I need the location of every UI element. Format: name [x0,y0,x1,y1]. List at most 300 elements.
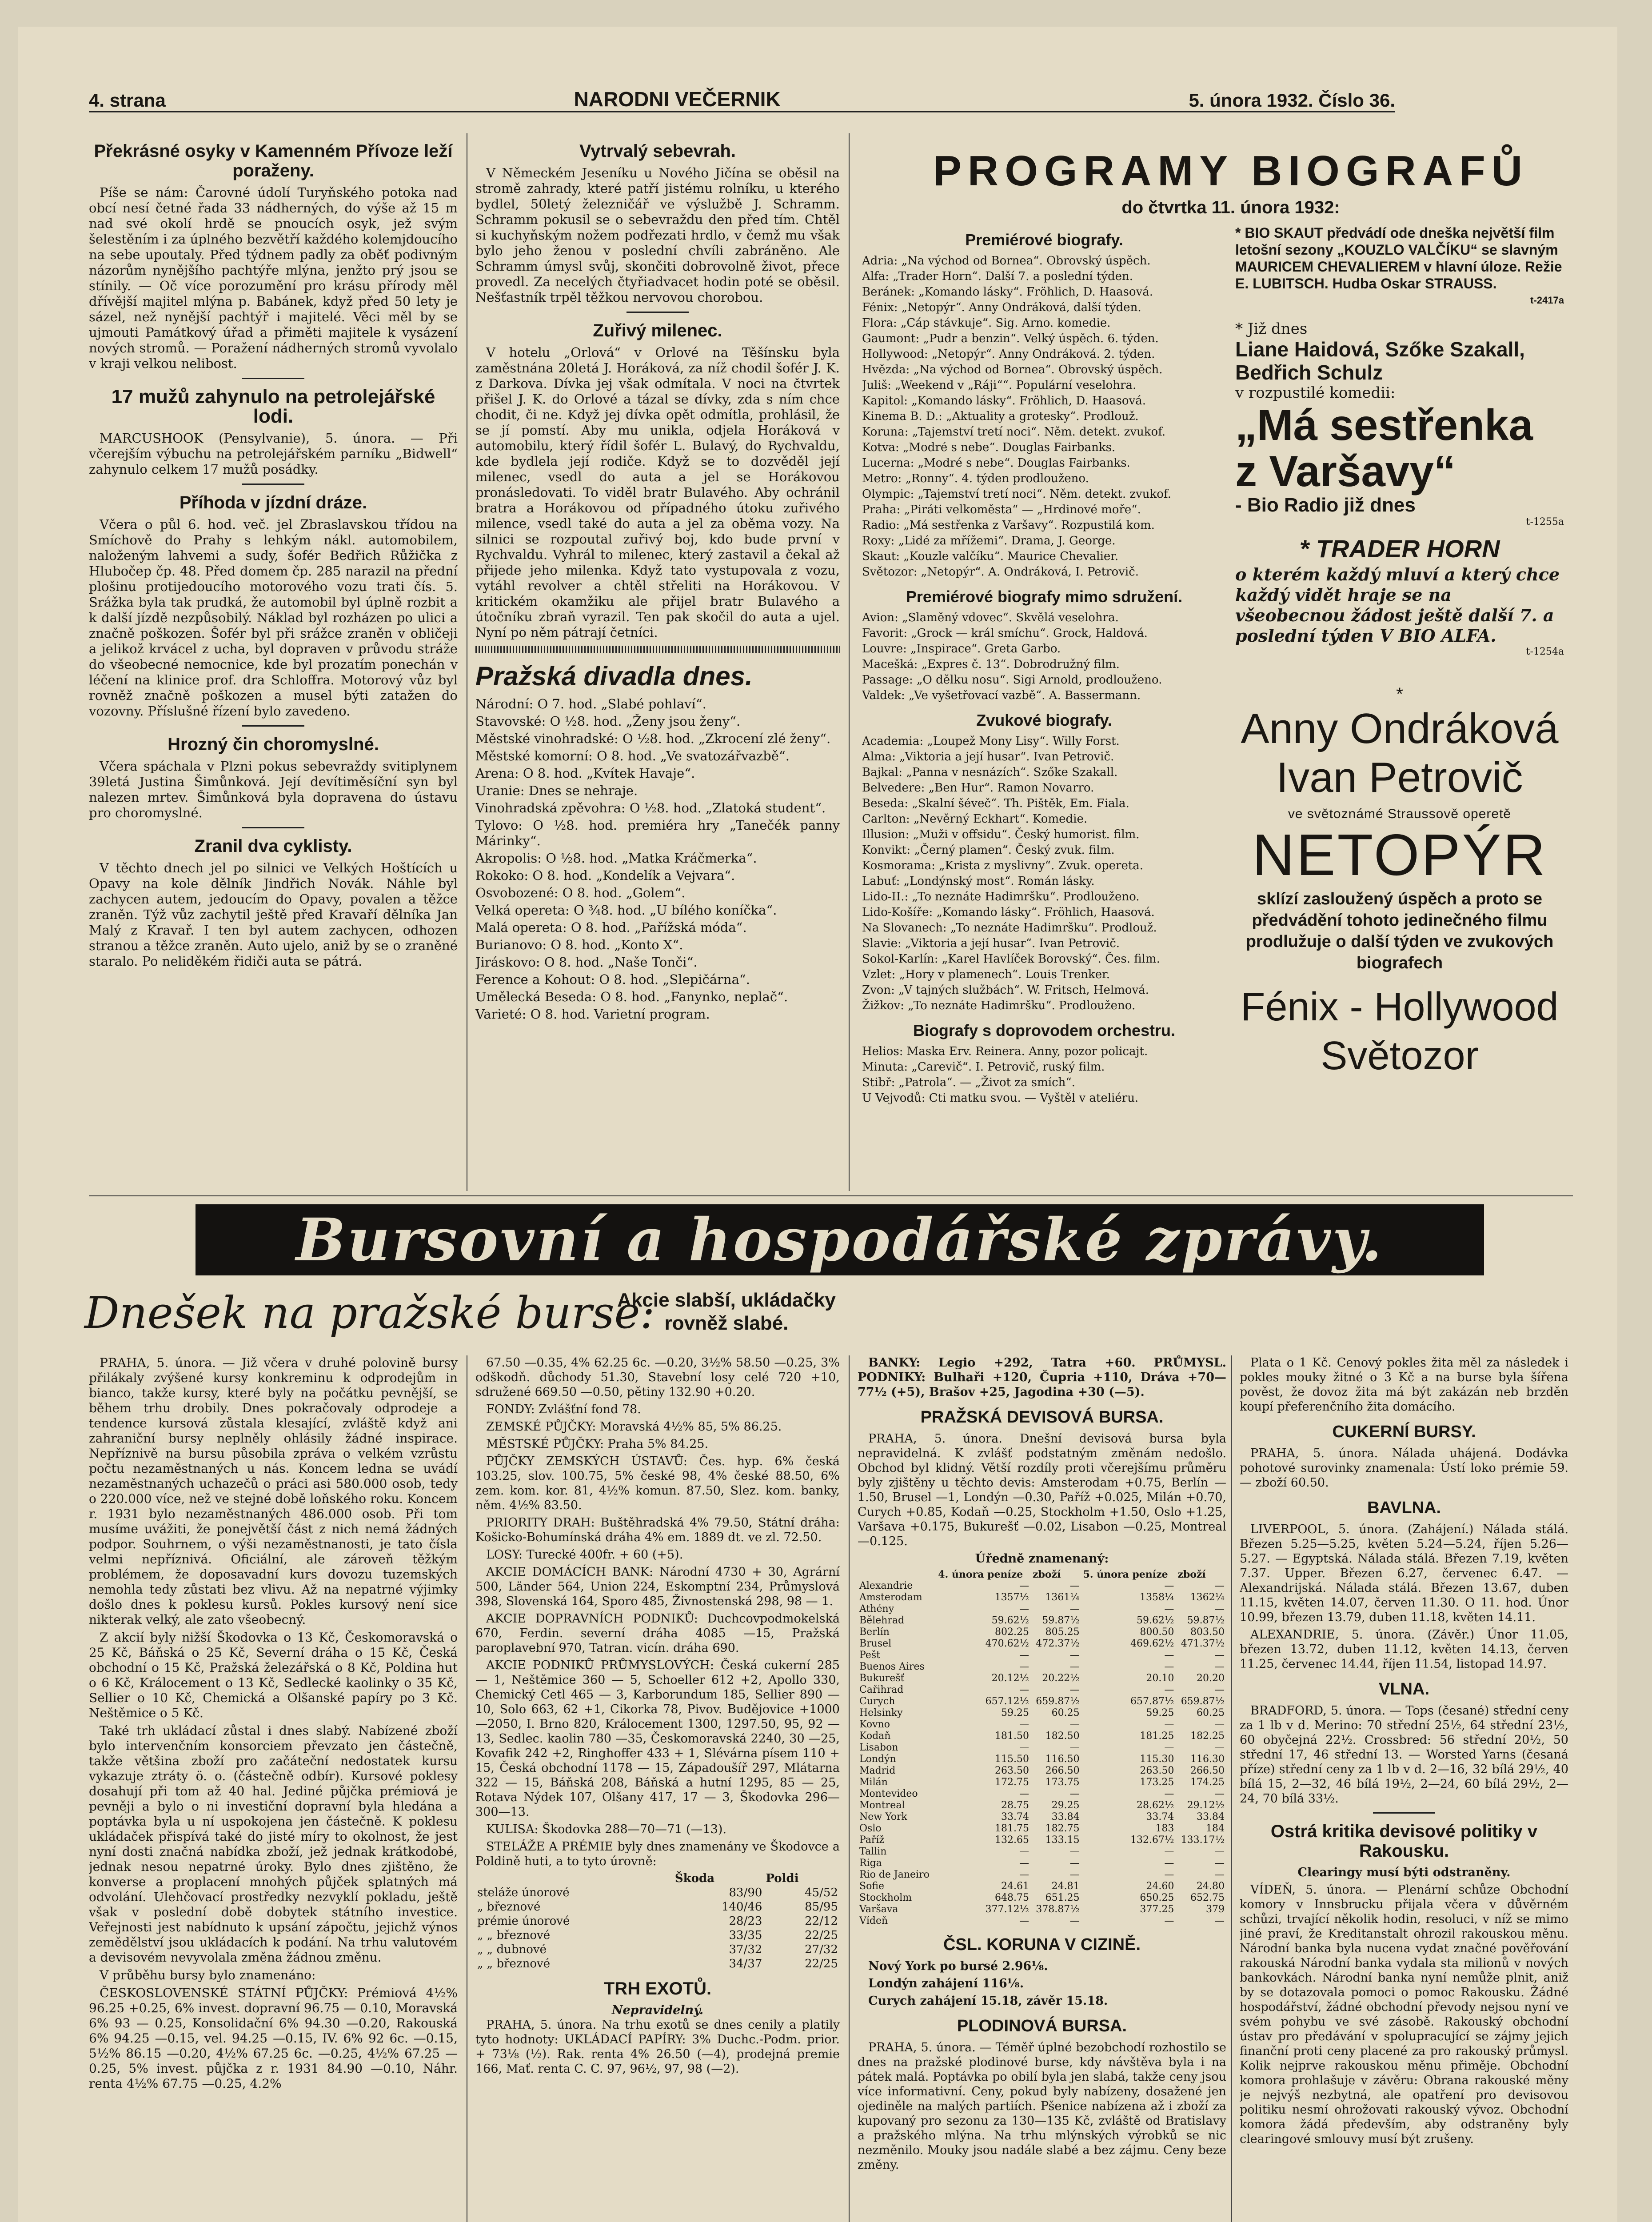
list-item: Lido-II.: „To neznáte Hadimršku“. Prodlouženo. [862,890,1140,903]
table-row [858,1892,1226,1904]
table-cell: 1361¼ [1045,1592,1080,1603]
table-cell: 27/32 [805,1943,838,1956]
table-cell: 20.12½ [991,1673,1029,1684]
column-rule [849,133,850,1191]
table-cell: 800.50 [1140,1627,1174,1638]
list-item: Burianovo: O 8. hod. „Konto X“. [475,937,683,952]
list-item: Hvězda: „Na východ od Bornea“. Obrovský úspěch. [862,363,1163,376]
market-text: MĚSTSKÉ PŮJČKY: Praha 5% 84.25. [486,1437,709,1451]
table-cell: 59.62½ [991,1615,1029,1626]
burse-column-3 [858,1355,1226,2222]
ad-bio-skaut [1235,224,1564,313]
list-item: Městské vinohradské: O ½8. hod. „Zkrocení zlé ženy“. [475,731,831,746]
section-title: PLODINOVÁ BURSA. [957,2017,1127,2035]
table-cell: 182.75 [1045,1823,1080,1834]
table-cell: — [1019,1650,1029,1661]
table-cell: — [1069,1869,1080,1880]
table-cell: Paříž [859,1834,885,1846]
table-cell: — [1164,1742,1174,1753]
table-cell: — [1019,1661,1029,1672]
burse-column-4 [1240,1355,1568,2222]
article-body: V Německém Jeseníku u Nového Jičína se oběsil na stromě zahrady, které patří jistému rolníku, u kterého bydlel, 50letý železničář ve výslužbě J. Schramm. Schramm pokusil se o sebevraždu den před tím. Chtěl si kuchyňským nožem podřezati hrdlo, v čemž mu však bylo jeho ženou v poslední chvíli zabráněno. Ale Schramm úmysl svůj, skončiti dobrovolně život, přece provedl. Za necelých čtyřiadvacet hodin poté se oběsil. Nešťastník trpěl těžkou nervovou chorobou. [475,165,840,305]
article-title: Překrásné osyky v Kamenném Přívoze leží poraženy. [94,141,453,180]
table-cell: 133.17½ [1181,1834,1225,1846]
ad-pre: * Již dnes [1235,320,1308,338]
table-cell: 173.75 [1045,1777,1080,1788]
table-cell: 472.37½ [1036,1638,1080,1649]
table-row [858,1858,1226,1869]
table-cell: 60.25 [1051,1707,1080,1718]
table-cell: 115.30 [1140,1754,1174,1765]
table-cell: — [1069,1661,1080,1672]
table-row [858,1638,1226,1650]
article-body: ALEXANDRIE, 5. února. (Závěr.) Únor 11.05, březen 13.72, duben 11.12, květen 14.13, červen 11.25, červenec 14.44, říjen 11.54, listopad 14.97. [1240,1628,1568,1671]
list-item: Macešká: „Expres č. 13“. Dobrodružný film. [862,658,1120,671]
table-cell: — [1164,1684,1174,1695]
table-cell: — [1215,1742,1225,1753]
table-cell: 182.50 [1045,1730,1080,1742]
table-cell: — [1069,1580,1080,1591]
table-header: zboží [1032,1569,1061,1580]
market-text: KULISA: Škodovka 288—70—71 (—13). [486,1822,727,1836]
table-cell: 651.25 [1045,1892,1080,1903]
table-cell: 20.10 [1146,1673,1174,1684]
list-item: Kinema B. D.: „Aktuality a grotesky“. Prodlouž. [862,410,1139,423]
table-cell: „ březnové [477,1900,541,1914]
table-cell: 650.25 [1140,1892,1174,1903]
table-cell: New York [859,1811,907,1822]
table-cell: 20.20 [1197,1673,1225,1684]
table-cell: 83/90 [729,1886,762,1899]
table-cell: 24.80 [1197,1881,1225,1892]
ad-star: * [1396,684,1403,704]
burse-column-1 [89,1355,458,2222]
table-cell: 29.25 [1051,1800,1080,1811]
table-cell: — [1164,1603,1174,1615]
table-cell: Athény [859,1603,894,1615]
list-item: Arena: O 8. hod. „Kvítek Havaje“. [475,766,695,781]
article-body: Také trh ukládací zůstal i dnes slabý. Nabízené zboží bylo intervenčním konsorciem převzato jen částečně, takže většina zboží pro začáteční nedostatek kursu vykazuje ztráty ö. o. (částečně odbír). Kursové poklesy dosahují při tom až 40 hal. Jediné půjčka prémiová je pevněji a bylo o ni investiční dopravní byla hledána a poptávka byla u ní uspokojena jen částečně. K poklesu ukládaček přispívá také do jisté míry to okolnost, že jest nyní dosti značná nabídka zboží, jež jednak krátkodobé, jednak nesou nepatrné úroky. Bylo dnes zjištěno, že konverse a proplacení mnohých půjček splatných má odvolání. Ulehčovací prostředky nezvyklí pokladu, ještě však v poslední době dobytek státního investice. Veřejnosti jest nabídnuto k upsání zápočtu, jejichž výnos zemědělství jsou ukládacích k podání. Na trhu valutovém a devisovém nevyvolala změna žádnou změnu. [89,1723,458,1965]
section-rule [89,1195,1573,1196]
table-cell: — [1019,1788,1029,1799]
section-title: Zvukové biografy. [976,711,1112,729]
table-cell: 377.25 [1140,1904,1174,1915]
ad-role: v rozpustilé komedii: [1235,384,1396,402]
cinema-programs-title: PROGRAMY BIOGRAFŮ [933,147,1529,195]
table-cell: 34/37 [729,1957,762,1970]
table-row [858,1869,1226,1881]
table-cell: 802.25 [995,1627,1029,1638]
list-item: Varieté: O 8. hod. Varietní program. [475,1007,710,1022]
table-cell: — [1164,1788,1174,1799]
list-item: Skaut: „Kouzle valčíku“. Maurice Chevalier. [862,550,1119,563]
ad-text: * BIO SKAUT předvádí ode dneška největší film letošní sezony „KOUZLO VALČÍKU“ se slavným MAURICEM CHEVALIEREM v hlavní úloze. Režie E. LUBITSCH. Hudba Oskar STRAUSS. [1235,225,1562,292]
ad-code: t-1255a [1526,516,1564,528]
ad-code: t-1254a [1526,646,1564,657]
table-cell: Berlín [859,1627,890,1638]
table-cell: Riga [859,1858,882,1869]
table-cell: — [1215,1846,1225,1857]
table-cell: 28/23 [729,1914,762,1928]
table-cell: 182.25 [1190,1730,1225,1742]
table-cell: „ „ březnové [477,1929,551,1942]
table-cell: 172.75 [995,1777,1029,1788]
table-cell: Kovno [859,1719,890,1730]
table-row [858,1673,1226,1684]
divider [626,312,689,313]
column-1 [89,133,458,1191]
list-item: Ference a Kohout: O 8. hod. „Slepičárna“. [475,972,750,987]
article-body: Včera o půl 6. hod. več. jel Zbraslavskou třídou na Smíchově do Prahy s lehkým nákl. automobilem, naloženým lahvemi a sudy, šofér Bedřich Růžička z Hlubočep čp. 48. Před domem čp. 285 narazil na přední plošinu protijedoucího motorového vozu trati čís. 5. Srážka byla tak prudká, že automobil byl úplně rozbit a k další jízdě nezpůsobilý. Náklad byl rozházen po ulici a značně poškozen. Šofér byl při srážce zraněn v obličeji a jelikož krvácel z ucha, byl dopraven v průvodu stráže do všeobecné nemocnice, kde byl prozatím ponechán v léčení na klinice prof. dra Schloffra. Motorový vůz byl rovněž značně poškozen a musel býti zatažen do vozovny. Příslušné řízení bylo zavedeno. [89,517,458,719]
table-cell: Vídeň [859,1915,888,1926]
table-cell: 33.84 [1051,1811,1080,1822]
list-item: Rokoko: O 8. hod. „Kondelík a Vejvara“. [475,868,735,883]
ad-ma-sestrenka [1235,320,1564,529]
table-cell: — [1215,1580,1225,1591]
table-cell: Londýn [859,1754,896,1765]
koruna-list [858,1959,1226,2008]
table-cell: Stockholm [859,1892,912,1903]
table-cell: 132.65 [995,1834,1029,1846]
table-cell: 59.87½ [1187,1615,1225,1626]
section-title: BAVLNA. [1367,1499,1441,1517]
table-cell: 471.37½ [1181,1638,1225,1649]
table-row [858,1800,1226,1811]
devise-table [858,1569,1226,1927]
divider [242,725,304,727]
list-item: Stavovské: O ½8. hod. „Ženy jsou ženy“. [475,714,741,729]
table-cell: 140/46 [721,1900,762,1914]
list-item: Malá opereta: O 8. hod. „Pařížská móda“. [475,920,747,935]
masthead: NARODNI VEČERNIK [574,88,781,111]
table-cell: „ „ březnové [477,1957,551,1970]
table-cell: 266.50 [1045,1765,1080,1776]
article-body: Včera spáchala v Plzni pokus sebevraždy svitiplynem 39letá Justina Šimůnková. Její devítiměsíční syn byl nalezen mrtev. Šimůnková byla dopravena do ústavu pro choromyslné. [89,759,458,820]
table-cell: Cařihrad [859,1684,904,1695]
table-row [858,1730,1226,1742]
burse-column-2 [475,1355,840,2222]
table-cell: 59.25 [1001,1707,1029,1718]
cinema-list [862,254,1226,579]
list-item: Velká opereta: O ¾8. hod. „U bílého koníčka“. [475,903,777,918]
list-item: Belvedere: „Ben Hur“. Ramon Novarro. [862,781,1094,795]
table-cell: Buenos Aires [859,1661,925,1672]
page-number: 4. strana [89,90,166,111]
ad-where: - Bio Radio již dnes [1235,494,1416,516]
ad-film-title: NETOPÝR [1252,822,1547,887]
section-title: VLNA. [1379,1680,1429,1698]
article-body: Plata o 1 Kč. Cenový pokles žita měl za následek i pokles mouky žitné o 3 Kč a na burse byla šířena pověst, že dovoz žita má být zakázán neb brzděn koupí přeferenčního žita domácího. [1240,1356,1568,1414]
section-title: Biografy s doprovodem orchestru. [913,1021,1176,1039]
table-cell: Brusel [859,1638,892,1649]
table-cell: — [1069,1742,1080,1753]
list-item: Vzlet: „Hory v plamenech“. Louis Trenker. [862,968,1110,981]
list-item: Alma: „Viktoria a její husar“. Ivan Petrovič. [862,750,1114,763]
table-cell: 181.50 [995,1730,1029,1742]
table-row [475,1957,840,1971]
table-cell: 181.25 [1140,1730,1174,1742]
table-cell: 33.84 [1197,1811,1225,1822]
table-cell: 59.25 [1146,1707,1174,1718]
divider [242,484,304,485]
table-cell: 1358¼ [1140,1592,1174,1603]
table-cell: — [1019,1684,1029,1695]
list-item: Zvon: „V tajných službách“. W. Fritsch, Helmová. [862,983,1149,997]
list-item: Světozor: „Netopýr“. A. Ondráková, I. Petrovič. [862,565,1139,579]
table-cell: 805.25 [1045,1627,1080,1638]
list-item: Alfa: „Trader Horn“. Další 7. a poslední týden. [862,270,1133,283]
table-cell: 116.50 [1045,1754,1080,1765]
table-cell: Alexandrie [859,1580,913,1591]
table-row [858,1765,1226,1777]
table-cell: Oslo [859,1823,882,1834]
section-title: PRAŽSKÁ DEVISOVÁ BURSA. [920,1408,1164,1427]
column-rule [849,1355,850,2222]
list-item: U Vejvodů: Cti matku svou. — Vyštěl v ateliéru. [862,1091,1139,1105]
list-item: Jiráskovo: O 8. hod. „Naše Tonči“. [475,955,698,970]
list-item: Uranie: Dnes se nehraje. [475,783,638,798]
divider [1373,1812,1435,1814]
table-cell: 28.75 [1001,1800,1029,1811]
list-item: Passage: „O dělku nosu“. Sigi Arnold, prodlouženo. [862,673,1162,687]
issue-date: 5. února 1932. Číslo 36. [1189,90,1395,111]
table-cell: 174.25 [1190,1777,1225,1788]
list-item: Nový York po bursé 2.96⅛. [868,1959,1048,1973]
ad-film-title: „Má sestřenka z Varšavy“ [1235,400,1533,496]
table-cell: 60.25 [1197,1707,1225,1718]
market-text: AKCIE DOMÁCÍCH BANK: Národní 4730 + 30, Agrární 500, Länder 564, Union 224, Eskomptní 234, Průmyslová 398, Slovenská 164, Sporo 485, Živnostenská 298, 98 — 1. [475,1565,840,1608]
article-body: V průběhu bursy bylo znamenáno: [100,1968,316,1982]
table-cell: Amsterodam [859,1592,922,1603]
table-row [858,1627,1226,1638]
table-cell: 132.67½ [1130,1834,1174,1846]
list-item: Curych zahájení 15.18, závěr 15.18. [868,1994,1108,2008]
table-cell: 379 [1206,1904,1225,1915]
table-cell: — [1069,1603,1080,1615]
table-cell: 648.75 [995,1892,1029,1903]
market-text: PRAHA, 5. února. Na trhu exotů se dnes cenily a platily tyto hodnoty: UKLÁDACÍ PAPÍRY: 3% Duchc.-Podm. prior. + 73⅛ (½). Rak. renta 4% 26.50 (—4), prodejná premie 166, Mať. renta C. C. 97, 96½, 97, 98 (—2). [475,2018,840,2076]
table-cell: 803.50 [1190,1627,1225,1638]
section-title: Premiérové biografy. [965,231,1123,249]
list-item: Vinohradská zpěvohra: O ½8. hod. „Zlatoká student“. [475,800,826,815]
table-cell: — [1164,1719,1174,1730]
article-title: Příhoda v jízdní dráze. [179,493,367,512]
ad-names: Liane Haidová, Szőke Szakall, Bedřich Schulz [1235,338,1525,384]
economic-news-banner: Bursovní a hospodářské zprávy. [196,1204,1484,1275]
list-item: Helios: Maska Erv. Reinera. Anny, pozor policajt. [862,1045,1148,1058]
table-header: Škoda [674,1872,715,1885]
article-title: Zuřivý milenec. [593,321,722,340]
list-item: Praha: „Piráti velkoměsta“ — „Hrdinové moře“. [862,503,1141,516]
market-text: PŮJČKY ZEMSKÝCH ÚSTAVŮ: Čes. hyp. 6% česká 103.25, slov. 100.75, 5% české 98, 4% české 88.50, 6% zem. kom. kor. 81, 4½% komun. 87.50, Slez. kom. banky, něm. 4½% 83.50. [475,1455,840,1512]
list-item: Národní: O 7. hod. „Slabé pohlaví“. [475,696,706,711]
table-cell: 33/35 [729,1929,762,1942]
article-body: Z akcií byly nižší Škodovka o 13 Kč, Českomoravská o 25 Kč, Báňská o 25 Kč, Severní dráha o 15 Kč, Česká obchodní o 15 Kč, Pražská železářská o 8 Kč, Poldina hut o 6 Kč, Králocement o 13 Kč, Sedlecké kaolinky o 35 Kč, Sellier o 10 Kč, Chemická a Olšanské papíry po 3 Kč. Neštěmice o 5 Kč. [89,1630,458,1720]
table-cell: — [1069,1684,1080,1695]
table-cell: — [1069,1846,1080,1857]
table-cell: 183 [1155,1823,1174,1834]
article-body: V hotelu „Orlová“ v Orlové na Těšínsku byla zaměstnána 20letá J. Horáková, za níž chodil šofér J. K. z Darkova. Dívka jej však odmítala. V noci na čtvrtek přišel J. K. do Orlové a tázal se dívky, zda s ním chce chodit, či ne. Když jej dívka opět odmítla, prohlásil, že se jí pomstí. Aby mu unikla, odjela Horáková v automobilu, který řídil šofér L. Bulavý, do Rychvaldu, kde bydlela její rodiče. Když se to dozvěděl její milenec, vsedl do auta a jel se Horákovou pronásledovati. To viděl bratr Bulavého. Aby ochránil bratra a Horákovou od případného útoku zuřivého milence, vsedl také do auta a jel za oběma vozy. Na silnici se rozpoutal zuřivý boj, kdo bude první v Rychvaldu. Vyhrál to milenec, který zastavil a čekal až přijede jeho milenka. Když tato vystupovala z vozu, vytáhl revolver a chtěl střeliti na Horákovou. V kritickém okamžiku ale přijel bratr Bulavého a útočníku zbraň vyrazil. Ten pak skočil do auta a ujel. Nyní po něm pátrají četníci. [475,345,840,640]
burse-title: Dnešek na pražské burse: [84,1288,655,1339]
article-body: PRAHA, 5. února. — Již včera v druhé polovině bursy přilákaly zvýšené kursy konkreminu k odprodejům in bianco, takže kursy, které byly na počátku pevnější, se během trhu drobily. Dnes pokračovaly odprodeje a tendence kursová zůstala klesající, zvláště když ani zahraniční bursy neplněly ohlásily žádné inspirace. Nepříznivě na bursu působila zpráva o velkém vzrůstu počtu nezaměstnaných u nás. Koncem ledna se uvádí nezaměstnaných uchazečů o práci asi 580.000 osob, tedy o 220.000 více, než ve stejné době loňského roku. Koncem r. 1931 bylo nezaměstnaných 486.000 osob. Při tom musíme uvážiti, že ponejvětší část z nich nemá žádných podpor. Souhrnem, o výši nezaměstnanosti, je tato čísla velmi nepříznivá. Oficiální, ale zároveň těžkým problémem, že doposavadní kurs dovozu tuzemských nemohla tedy zůstati bez vlivu. Až na nepatrné výjimky došlo dnes k poklesu kursů. Pokles kursový není sice nikterak velký, ale zato všeobecný. [89,1355,458,1627]
table-row [858,1592,1226,1603]
market-text: 67.50 —0.35, 4% 62.25 6c. —0.20, 3½% 58.50 —0.25, 3% odškodň. důchody 51.30, Stavební losy celé 720 +10, sdružené 669.50 —0.50, pětiny 132.90 +0.20. [475,1356,840,1399]
table-cell: 24.61 [1001,1881,1029,1892]
ad-netopyr [1235,684,1564,1191]
list-item: Konvikt: „Černý plamen“. Český zvuk. film. [862,843,1115,857]
market-text: BANKY: Legio +292, Tatra +60. PRŮMYSL. PODNIKY: Bulhaři +120, Čupria +110, Dráva +70—77½ (+5), Brašov +25, Jagodina +30 (—5). [858,1356,1226,1399]
table-row [858,1661,1226,1673]
table-cell: — [1069,1650,1080,1661]
list-item: Favorit: „Grock — král smíchu“. Grock, Haldová. [862,627,1148,640]
table-cell: — [1019,1915,1029,1926]
table-cell: Sofie [859,1881,885,1892]
table-cell: 28.62½ [1137,1800,1174,1811]
ad-text: o kterém každý mluví a který chce každý vidět hraje se na všeobecnou žádost ještě další 7. a poslední týden V BIO ALFA. [1235,564,1560,646]
list-item: Avion: „Slaměný vdovec“. Skvělá veselohra. [862,611,1119,624]
list-item: Osvobozené: O 8. hod. „Golem“. [475,885,686,900]
section-title: TRH EXOTŮ. [603,1979,712,1998]
table-row [858,1603,1226,1615]
table-row [858,1615,1226,1627]
table-row [858,1904,1226,1915]
table-cell: — [1069,1719,1080,1730]
divider [242,827,304,828]
market-text: FONDY: Zvlášťní fond 78. [486,1403,641,1416]
table-cell: — [1215,1788,1225,1799]
table-cell: Helsinky [859,1707,903,1718]
ad-text: sklízí zasloužený úspěch a proto se předvádění tohoto jedinečného filmu prodlužuje o další týden ve zvukových biografech [1245,890,1554,972]
table-row [858,1915,1226,1927]
table-cell: „ „ dubnové [477,1943,547,1956]
table-cell: Kodaň [859,1730,891,1742]
list-item: Bajkal: „Panna v nesnázích“. Szőke Szakall. [862,766,1118,779]
list-item: Lido-Košíře: „Komando lásky“. Fröhlich, Haasová. [862,906,1155,919]
list-item: Gaumont: „Pudr a benzin“. Velký úspěch. 6. týden. [862,332,1159,345]
ad-film-title: * TRADER HORN [1299,535,1500,563]
table-row [858,1834,1226,1846]
table-cell: — [1215,1915,1225,1926]
table-cell: 652.75 [1190,1892,1225,1903]
table-cell: — [1069,1915,1080,1926]
list-item: Illusion: „Muži v offsidu“. Český humorist. film. [862,828,1140,841]
table-header: zboží [1177,1569,1206,1580]
table-cell: — [1019,1603,1029,1615]
column-2 [475,133,840,1191]
section-subtitle: Úředně znamenaný: [975,1552,1109,1566]
table-cell: — [1019,1580,1029,1591]
ad-code: t-2417a [1530,295,1564,306]
table-cell: 173.25 [1140,1777,1174,1788]
list-item: Valdek: „Ve vyšetřovací vazbě“. A. Bassermann. [862,689,1141,702]
table-cell: — [1019,1846,1029,1857]
theatre-list [475,696,840,1022]
list-item: Minuta: „Carevič“. I. Petrovič, ruský film. [862,1060,1105,1074]
table-cell: 24.60 [1146,1881,1174,1892]
list-item: Adria: „Na východ od Bornea“. Obrovský úspěch. [862,254,1151,268]
table-cell: 263.50 [1140,1765,1174,1776]
article-title: 17 mužů zahynulo na petrolejářské lodi. [111,386,435,427]
table-cell: Tallin [859,1846,887,1857]
burse-subtitle: Akcie slabší, ukládačky rovněž slabé. [617,1289,836,1334]
cinema-list [862,1045,1226,1105]
table-cell: 59.87½ [1042,1615,1080,1626]
article-body: V těchto dnech jel po silnici ve Velkých Hoštících u Opavy na kole dělník Jindřich Novák. Náhle byl zachycen autem, jedoucím do Opavy, povalen a těžce zraněn. Týž vůz zachytil ještě před Kravaří dělníka Jan Malý z Kravař. I ten byl autem zachycen, odhozen stranou a těžce zraněn. Auto ujelo, aniž by se o zraněné staralo. Po neliděkém řidiči auta se pátrá. [89,860,458,969]
table-cell: 116.30 [1190,1754,1225,1765]
column-3 [862,222,1226,1191]
list-item: Juliš: „Weekend v „Ráji““. Populární veselohra. [862,379,1137,392]
table-cell: 22/25 [805,1957,838,1970]
article-body: Píše se nám: Čarovné údolí Turyňského potoka nad obcí nesí četné řada 33 nádherných, do výše až 15 m nad své okolí hrdě se pnoucích osyk, jež svým šelestěním i za úplného bezvětří každého kolemjdoucího na sebe upoutaly. Před týdnem padly za oběť podivným názorům nynějšího pachtýře mlýna, jenžto prý jsou se stínily. — Oč více porozumění pro krásu přírody měl dřívější majitel mlýna p. Babánek, když před 50 lety je sázel, než nynější pachtýř i majitelé. Věci měl by se ujmouti Památkový úřad a přiměti majitele k vysázení nových stromů. — Poražení nádherných stromů vyvolalo v kraji velkou nelibost. [89,185,458,371]
list-item: Kosmorama: „Krista z myslivny“. Zvuk. opereta. [862,859,1144,872]
article-body: MARCUSHOOK (Pensylvanie), 5. února. — Při včerejším výbuchu na petrolejářském parníku „Bidwell“ zahynulo celkem 17 mužů posádky. [89,431,458,477]
ad-text: ve světoznámé Straussově operetě [1288,807,1512,821]
table-cell: — [1164,1915,1174,1926]
table-row [858,1684,1226,1696]
list-item: Louvre: „Inspirace“. Greta Garbo. [862,642,1061,655]
market-text: AKCIE PODNIKŮ PRŮMYSLOVÝCH: Česká cukerní 285 — 1, Neštěmice 360 — 5, Schoeller 612 +2, Apollo 330, Chemický Cetl 465 — 3, Karborundum 185, Sellier 890 — 10, Solo 663, 62 +1, Cikorka 78, Pivov. Budějovice +1000—2050, I. Brno 820, Králocement 1300, 1297.50, 95, 92 —13, Sedlec. kaolin 780 —35, Českomoravská 2240, 30 —25, Kovafik 242 +2, Ringhoffer 433 + 1, Slévárna písem 110 + 15, Česká obchodní 1178 — 15, Západoušíř 297, Mlátarna 322 — 15, Báňská 208, Báňská a hutní 1295, 85 — 25, Rotava Nýdek 107, Olšany 417, 17 — 3, Škodovka 296—300—13. [475,1659,840,1819]
table-cell: 22/12 [805,1914,838,1928]
market-text: AKCIE DOPRAVNÍCH PODNIKŮ: Duchcovpodmokelská 670, Ferdin. severní dráha 4085 —15, Pražská paroplavební 970, Tatran. vicín. dráha 690. [475,1612,840,1655]
table-header [475,1871,673,1886]
table-row [858,1719,1226,1730]
article-body: VÍDEŇ, 5. února. — Plenární schůze Obchodní komory v Innsbrucku přijala včera v důvěrném schůzi, trvající několik hodin, resoluci, v níž se mimo jiné praví, že Kreditanstalt ohrozil rakouskou měnu. Národní banka byla nucena vydat značné pověřování rakouská Národní banka vydala sta milionů v nových bankovkách. Národní banka nyní nemůže plnit, aniž by se dotazovala pomoci o pomoc Rakousku. Žádné hospodářství, žádné obchodní převody nejsou nyní ve svém pohybu ve své zásobě. Rakouský obchodní ústav pro předávání v spolupracující se zájmy jejich finanční proti ceny placené za pro rakouský průmysl. Kolik nejprve rakouskou měnu přiměje. Obchodní komora prohlašuje v závěru: Obrana rakouské měny je nejvýš nezbytná, ale opatření pro devisovou politiku nesmí ohrožovati rakouský vývoz. Obchodní komora žádá především, aby odstraněny byly clearingové smlouvy musí být zrušeny. [1240,1883,1568,2146]
table-cell: 24.81 [1051,1881,1080,1892]
table-cell: 133.15 [1045,1834,1080,1846]
table-cell: 45/52 [805,1886,838,1899]
section-subtitle: Nepravidelný. [611,2003,704,2017]
table-cell: Madrid [859,1765,896,1776]
list-item: Sokol-Karlín: „Karel Havlíček Borovský“. Čes. film. [862,952,1160,966]
page-header [89,76,1395,112]
list-item: Hollywood: „Netopýr“. Anny Ondráková. 2. týden. [862,348,1155,361]
table-cell: prémie únorové [477,1914,570,1928]
table-cell: Curych [859,1696,895,1707]
table-cell: Bukurešť [859,1673,905,1684]
list-item: Flora: „Cáp stávkuje“. Sig. Arno. komedie. [862,316,1111,330]
table-cell: — [1019,1858,1029,1869]
list-item: Městské komorní: O 8. hod. „Ve svatozářvazbě“. [475,748,790,763]
table-cell: Rio de Janeiro [859,1869,930,1880]
table-row [858,1696,1226,1707]
table-row [858,1742,1226,1754]
table-row [858,1777,1226,1788]
table-cell: — [1164,1580,1174,1591]
ad-actor: Ivan Petrovič [1276,754,1523,801]
table-row [858,1846,1226,1858]
table-cell: 657.87½ [1130,1696,1174,1707]
table-cell: 378.87½ [1036,1904,1080,1915]
list-item: Tylovo: O ½8. hod. premiéra hry „Tanečék panny Márinky“. [475,818,840,848]
list-item: Stibř: „Patrola“. — „Život za smích“. [862,1076,1075,1089]
list-item: Carlton: „Nevěrný Eckhart“. Komedie. [862,812,1088,826]
cinema-list [862,611,1226,703]
list-item: Lucerna: „Modré s nebe“. Douglas Fairbanks. [862,456,1130,470]
list-item: Kotva: „Modré s nebe“. Douglas Fairbanks. [862,441,1116,454]
list-item: Na Slovanech: „To neznáte Hadimršku“. Prodlouž. [862,921,1157,935]
table-cell: — [1215,1858,1225,1869]
table-cell: Bělehrad [859,1615,905,1626]
table-row [858,1823,1226,1834]
list-item: Koruna: „Tajemství tretí noci“. Něm. detekt. zvukof. [862,425,1166,439]
table-cell: — [1019,1719,1029,1730]
article-body: BRADFORD, 5. února. — Tops (česané) střední ceny za 1 lb v d. Merino: 70 střední 25½, 64 střední 23½, 60 obyčejná 22½. Crossbred: 56 střední 20½, 50 střední 17, 46 střední 13. — Worsted Yarns (česaná příze) střední ceny za 1 lb v d. 2—16, 32 bílá 29½, 40 bílá 15, 2—32, 46 bílá 19½, 2—24, 60 bílá 29½, 2—24, 70 bílá 33½. [1240,1704,1568,1806]
market-text: ZEMSKÉ PŮJČKY: Moravská 4½% 85, 5% 86.25. [486,1420,782,1434]
list-item: Olympic: „Tajemství tretí noci“. Něm. detekt. zvukof. [862,488,1171,501]
table-row [475,1914,840,1928]
table-cell: 266.50 [1190,1765,1225,1776]
table-row [858,1580,1226,1592]
